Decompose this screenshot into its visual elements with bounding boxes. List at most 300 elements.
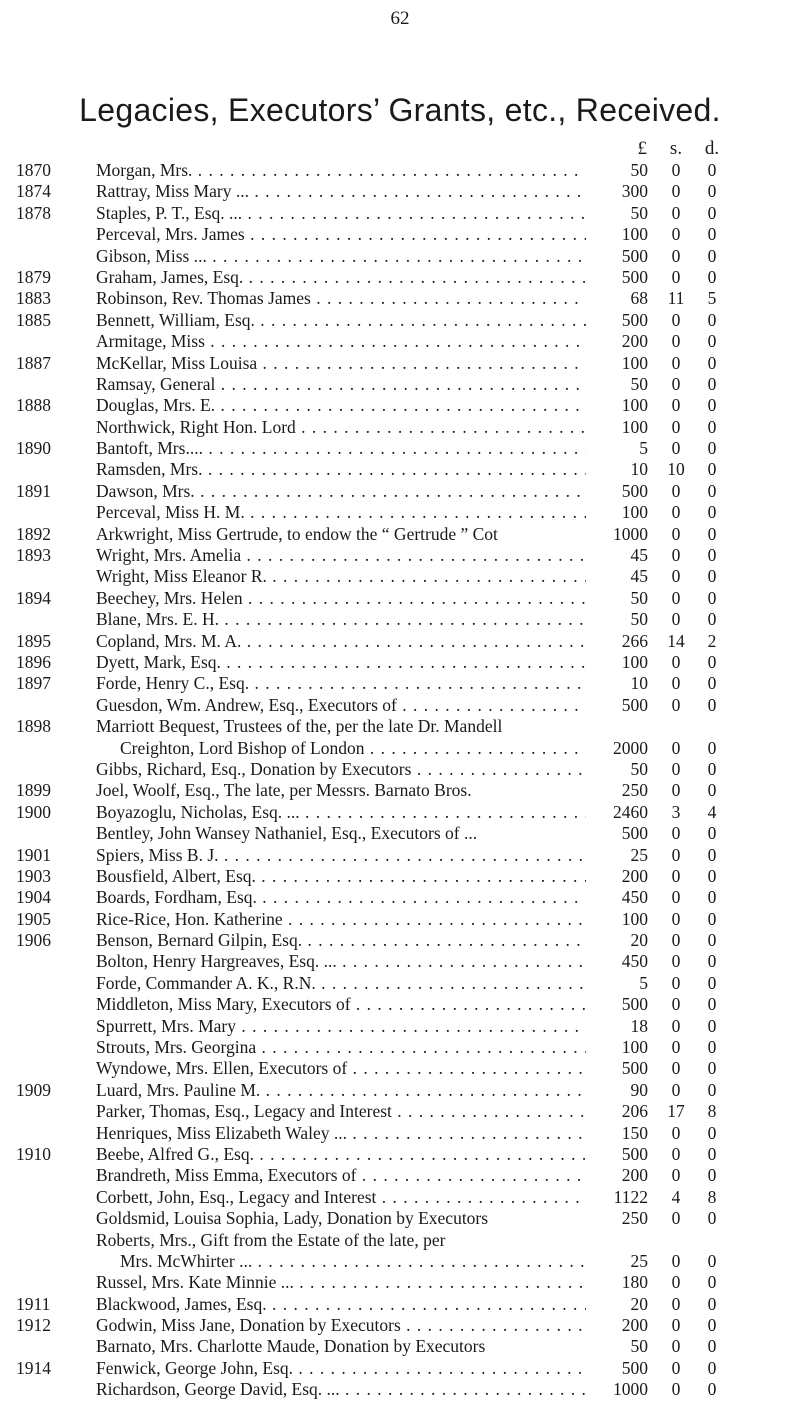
entry-name: Ramsden, Mrs. . . . [96, 459, 616, 480]
entry-pence: 0 [707, 1315, 717, 1336]
entry-shillings: 4 [671, 1186, 681, 1207]
entry-pence: 0 [707, 1250, 717, 1271]
entry-pounds: 266 [586, 631, 648, 652]
entry-shillings: 0 [671, 1315, 681, 1336]
entry-name: Roberts, Mrs., Gift from the Estate of the late, per [96, 1229, 446, 1250]
entry-year: 1914 [16, 1357, 51, 1378]
entry-pounds: 500 [586, 481, 648, 502]
pence-column-header: d. [704, 138, 720, 159]
entry-pounds: 200 [586, 866, 648, 887]
entry-pence: 5 [707, 288, 717, 309]
entry-pounds: 50 [586, 588, 648, 609]
ledger-entry [0, 545, 800, 566]
ledger-entry [0, 288, 800, 309]
entry-pence: 0 [707, 587, 717, 608]
entry-pence: 0 [707, 480, 717, 501]
entry-shillings: 0 [671, 673, 681, 694]
entry-pence: 0 [707, 331, 717, 352]
entry-pence: 0 [707, 502, 717, 523]
entry-shillings: 0 [671, 309, 681, 330]
entry-name: Marriott Bequest, Trustees of the, per the late Dr. Mandell [96, 716, 503, 737]
entry-year: 1899 [16, 780, 51, 801]
entry-shillings: 0 [671, 202, 681, 223]
entry-pence: 8 [707, 1101, 717, 1122]
ledger-entry [0, 203, 800, 224]
entry-name: Copland, Mrs. M. A. . . . [96, 631, 616, 652]
entry-pence: 0 [707, 1293, 717, 1314]
entry-pounds: 1000 [586, 1379, 648, 1400]
entry-shillings: 0 [671, 1037, 681, 1058]
entry-name: Barnato, Mrs. Charlotte Maude, Donation by Executors [96, 1336, 486, 1357]
entry-pence: 0 [707, 1058, 717, 1079]
entry-pence: 0 [707, 266, 717, 287]
entry-pounds: 100 [586, 224, 648, 245]
entry-pounds: 300 [586, 181, 648, 202]
entry-pence: 0 [707, 780, 717, 801]
entry-name: Armitage, Miss . . . [96, 331, 616, 352]
entry-pounds: 5 [586, 438, 648, 459]
entry-pence: 2 [707, 630, 717, 651]
entry-shillings: 0 [671, 951, 681, 972]
entry-year: 1903 [16, 865, 51, 886]
entry-pounds: 100 [586, 417, 648, 438]
entry-name: Dawson, Mrs. . . . [96, 481, 616, 502]
entry-year: 1904 [16, 887, 51, 908]
entry-shillings: 0 [671, 545, 681, 566]
ledger-entry [0, 738, 800, 759]
entry-pence: 0 [707, 309, 717, 330]
entry-year: 1894 [16, 587, 51, 608]
entry-name: Perceval, Miss H. M. . . . [96, 502, 616, 523]
entry-pence: 0 [707, 673, 717, 694]
entry-pence: 4 [707, 801, 717, 822]
entry-name: Beebe, Alfred G., Esq. . . . [96, 1144, 616, 1165]
pounds-column-header: £ [637, 138, 647, 159]
entry-shillings: 0 [671, 416, 681, 437]
entry-name: Boards, Fordham, Esq. . . . [96, 887, 616, 908]
entry-pounds: 2000 [586, 738, 648, 759]
entry-shillings: 0 [671, 758, 681, 779]
entry-name: Gibbs, Richard, Esq., Donation by Executors . . . [96, 759, 616, 780]
entry-pence: 0 [707, 245, 717, 266]
entry-pence: 0 [707, 1037, 717, 1058]
entry-pence: 0 [707, 1122, 717, 1143]
entry-pounds: 90 [586, 1080, 648, 1101]
entry-name: McKellar, Miss Louisa . . . [96, 353, 616, 374]
entry-pence: 0 [707, 181, 717, 202]
ledger-entry [0, 887, 800, 908]
entry-pounds: 500 [586, 1058, 648, 1079]
entry-year: 1879 [16, 266, 51, 287]
entry-pounds: 180 [586, 1272, 648, 1293]
entry-shillings: 0 [671, 587, 681, 608]
page-title: Legacies, Executors’ Grants, etc., Received. [79, 92, 721, 128]
entry-pence: 0 [707, 844, 717, 865]
entry-year: 1912 [16, 1315, 51, 1336]
entry-pounds: 100 [586, 652, 648, 673]
entry-shillings: 0 [671, 245, 681, 266]
entry-year: 1911 [16, 1293, 51, 1314]
entry-shillings: 0 [671, 181, 681, 202]
entry-name: Wright, Miss Eleanor R. . . . [96, 566, 616, 587]
entry-name: Staples, P. T., Esq. ... . . . [96, 203, 616, 224]
entry-name: Forde, Commander A. K., R.N. . . . [96, 973, 616, 994]
entry-name: Morgan, Mrs. . . . [96, 160, 616, 181]
entry-shillings: 0 [671, 823, 681, 844]
entry-pounds: 500 [586, 246, 648, 267]
entry-year: 1870 [16, 160, 51, 180]
entry-pounds: 50 [586, 1336, 648, 1357]
entry-pounds: 500 [586, 1144, 648, 1165]
entry-shillings: 0 [671, 1379, 681, 1400]
entry-shillings: 0 [671, 395, 681, 416]
entry-pounds: 100 [586, 1037, 648, 1058]
entry-pounds: 200 [586, 331, 648, 352]
entry-shillings: 0 [671, 994, 681, 1015]
entry-shillings: 0 [671, 609, 681, 630]
entry-pounds: 10 [586, 459, 648, 480]
ledger-entry [0, 631, 800, 652]
ledger-entry [0, 588, 800, 609]
entry-name: Fenwick, George John, Esq. . . . [96, 1358, 616, 1379]
entry-shillings: 0 [671, 908, 681, 929]
entry-name: Spurrett, Mrs. Mary . . . [96, 1016, 616, 1037]
ledger-entry [0, 331, 800, 352]
entry-name: Corbett, John, Esq., Legacy and Interest . . . [96, 1187, 616, 1208]
entry-pounds: 500 [586, 267, 648, 288]
ledger-entry [0, 695, 800, 716]
ledger-entry [0, 267, 800, 288]
ledger-entry [0, 1123, 800, 1144]
entry-name: Middleton, Miss Mary, Executors of . . . [96, 994, 616, 1015]
entry-pence: 0 [707, 823, 717, 844]
entry-pounds: 100 [586, 502, 648, 523]
entry-pence: 0 [707, 908, 717, 929]
entry-pounds: 1122 [586, 1187, 648, 1208]
ledger-entry [0, 481, 800, 502]
ledger-entry [0, 417, 800, 438]
entry-shillings: 0 [671, 480, 681, 501]
entry-name: Bantoft, Mrs.... . . . [96, 438, 616, 459]
entry-pence: 0 [707, 1165, 717, 1186]
ledger-entry [0, 1144, 800, 1165]
entry-year: 1910 [16, 1143, 51, 1164]
entry-shillings: 0 [671, 1357, 681, 1378]
entry-pence: 0 [707, 160, 717, 180]
ledger-entry [0, 181, 800, 202]
entry-pounds: 20 [586, 930, 648, 951]
entry-pounds: 500 [586, 823, 648, 844]
entry-name: Arkwright, Miss Gertrude, to endow the “ Gertrude ” Cot [96, 523, 498, 544]
entry-year: 1898 [16, 716, 51, 737]
entry-name: Rattray, Miss Mary ... . . . [96, 181, 616, 202]
entry-shillings: 0 [671, 651, 681, 672]
entry-year: 1890 [16, 438, 51, 459]
entry-year: 1909 [16, 1079, 51, 1100]
entry-year: 1878 [16, 202, 51, 223]
ledger-entry [0, 759, 800, 780]
entry-pounds: 68 [586, 288, 648, 309]
ledger-entry [0, 1294, 800, 1315]
entry-pence: 0 [707, 459, 717, 480]
entry-shillings: 10 [667, 459, 685, 480]
entry-shillings: 0 [671, 373, 681, 394]
entry-pounds: 20 [586, 1294, 648, 1315]
entry-name: Ramsay, General . . . [96, 374, 616, 395]
entry-name: Mrs. McWhirter ... . . . [120, 1251, 616, 1272]
entry-year: 1885 [16, 309, 51, 330]
ledger-entry [0, 310, 800, 331]
ledger-entry [0, 1101, 800, 1122]
entry-pounds: 200 [586, 1315, 648, 1336]
ledger-entry [0, 1016, 800, 1037]
entry-year: 1896 [16, 651, 51, 672]
entry-name: Godwin, Miss Jane, Donation by Executors . . . [96, 1315, 616, 1336]
entry-pounds: 25 [586, 845, 648, 866]
entry-name: Perceval, Mrs. James . . . [96, 224, 616, 245]
entry-name: Graham, James, Esq. . . . [96, 267, 616, 288]
entry-name: Goldsmid, Louisa Sophia, Lady, Donation by Executors [96, 1208, 489, 1229]
entry-pence: 0 [707, 758, 717, 779]
entry-shillings: 0 [671, 1079, 681, 1100]
entry-year: 1906 [16, 930, 51, 951]
entry-year: 1887 [16, 352, 51, 373]
ledger-entry [0, 1358, 800, 1379]
entry-pounds: 500 [586, 310, 648, 331]
ledger-entry [0, 1379, 800, 1400]
entry-name: Joel, Woolf, Esq., The late, per Messrs. Barnato Bros. [96, 780, 472, 801]
entry-pounds: 50 [586, 609, 648, 630]
entry-year: 1892 [16, 523, 51, 544]
entry-pounds: 250 [586, 1208, 648, 1229]
ledger-entry [0, 1187, 800, 1208]
entry-pounds: 18 [586, 1016, 648, 1037]
entry-name: Dyett, Mark, Esq. . . . [96, 652, 616, 673]
entry-shillings: 0 [671, 523, 681, 544]
entry-pence: 0 [707, 694, 717, 715]
entry-pence: 0 [707, 416, 717, 437]
entry-pounds: 500 [586, 994, 648, 1015]
entry-pence: 0 [707, 930, 717, 951]
entry-pounds: 50 [586, 759, 648, 780]
entry-pounds: 100 [586, 395, 648, 416]
entry-year: 1895 [16, 630, 51, 651]
entry-pence: 0 [707, 352, 717, 373]
entry-pence: 0 [707, 865, 717, 886]
ledger-entry [0, 353, 800, 374]
entry-pounds: 100 [586, 353, 648, 374]
entry-name: Bentley, John Wansey Nathaniel, Esq., Executors of ... [96, 823, 478, 844]
entry-pence: 0 [707, 1208, 717, 1229]
entry-pounds: 500 [586, 695, 648, 716]
entry-pounds: 45 [586, 566, 648, 587]
ledger-entry [0, 374, 800, 395]
entry-pounds: 10 [586, 673, 648, 694]
entry-shillings: 0 [671, 972, 681, 993]
entry-pence: 0 [707, 202, 717, 223]
shillings-column-header: s. [669, 138, 683, 159]
ledger-entry [0, 716, 800, 737]
entry-shillings: 0 [671, 1250, 681, 1271]
ledger-entry [0, 1230, 800, 1251]
entry-year: 1900 [16, 801, 51, 822]
ledger-entry [0, 802, 800, 823]
ledger-entry [0, 951, 800, 972]
entry-name: Brandreth, Miss Emma, Executors of . . . [96, 1165, 616, 1186]
entry-name: Forde, Henry C., Esq. . . . [96, 673, 616, 694]
ledger-entry [0, 1037, 800, 1058]
entry-name: Bolton, Henry Hargreaves, Esq. ... . . . [96, 951, 616, 972]
entry-pence: 0 [707, 737, 717, 758]
entry-pounds: 450 [586, 887, 648, 908]
ledger-entry [0, 673, 800, 694]
entry-name: Guesdon, Wm. Andrew, Esq., Executors of . . . [96, 695, 616, 716]
ledger-entry [0, 1336, 800, 1357]
ledger-entry [0, 1080, 800, 1101]
entry-pounds: 50 [586, 203, 648, 224]
entry-year: 1897 [16, 673, 51, 694]
entry-pence: 0 [707, 887, 717, 908]
ledger-entry [0, 502, 800, 523]
entry-name: Russel, Mrs. Kate Minnie ... . . . [96, 1272, 616, 1293]
entry-name: Parker, Thomas, Esq., Legacy and Interest . . . [96, 1101, 616, 1122]
entry-shillings: 14 [667, 630, 685, 651]
entry-name: Wyndowe, Mrs. Ellen, Executors of . . . [96, 1058, 616, 1079]
entry-name: Creighton, Lord Bishop of London . . . [120, 738, 616, 759]
entry-pounds: 250 [586, 780, 648, 801]
entry-shillings: 0 [671, 1058, 681, 1079]
entry-pence: 0 [707, 1079, 717, 1100]
ledger-entry [0, 459, 800, 480]
entry-pounds: 2460 [586, 802, 648, 823]
ledger-entry [0, 930, 800, 951]
entry-name: Boyazoglu, Nicholas, Esq. ... . . . [96, 802, 616, 823]
ledger-entry [0, 866, 800, 887]
entry-pence: 0 [707, 373, 717, 394]
entry-shillings: 0 [671, 1143, 681, 1164]
ledger-entry [0, 438, 800, 459]
entry-name: Henriques, Miss Elizabeth Waley ... . . . [96, 1123, 616, 1144]
entry-pounds: 25 [586, 1251, 648, 1272]
entry-shillings: 0 [671, 566, 681, 587]
entry-name: Bousfield, Albert, Esq. . . . [96, 866, 616, 887]
entry-shillings: 11 [667, 288, 685, 309]
entry-shillings: 0 [671, 1208, 681, 1229]
ledger-entry [0, 994, 800, 1015]
entry-pence: 0 [707, 395, 717, 416]
entry-shillings: 17 [667, 1101, 685, 1122]
entry-pounds: 450 [586, 951, 648, 972]
entry-shillings: 0 [671, 844, 681, 865]
entry-shillings: 0 [671, 930, 681, 951]
entry-name: Benson, Bernard Gilpin, Esq. . . . [96, 930, 616, 951]
entry-pence: 8 [707, 1186, 717, 1207]
entry-pounds: 50 [586, 160, 648, 181]
entry-pounds: 1000 [586, 524, 648, 545]
entry-pence: 0 [707, 224, 717, 245]
entry-pence: 0 [707, 1379, 717, 1400]
ledger-entry [0, 224, 800, 245]
entry-name: Bennett, William, Esq. . . . [96, 310, 616, 331]
ledger-entry [0, 160, 800, 181]
entry-year: 1888 [16, 395, 51, 416]
ledger-entry [0, 1058, 800, 1079]
entry-shillings: 0 [671, 352, 681, 373]
entry-name: Strouts, Mrs. Georgina . . . [96, 1037, 616, 1058]
entry-shillings: 0 [671, 865, 681, 886]
entry-year: 1901 [16, 844, 51, 865]
ledger-entry [0, 780, 800, 801]
entry-pence: 0 [707, 651, 717, 672]
ledger-entry [0, 823, 800, 844]
ledger-entry [0, 1208, 800, 1229]
entry-name: Blane, Mrs. E. H. . . . [96, 609, 616, 630]
entry-name: Blackwood, James, Esq. . . . [96, 1294, 616, 1315]
entry-name: Wright, Mrs. Amelia . . . [96, 545, 616, 566]
ledger-entry [0, 652, 800, 673]
entry-shillings: 0 [671, 1336, 681, 1357]
entry-pounds: 100 [586, 909, 648, 930]
entry-pence: 0 [707, 972, 717, 993]
entry-pounds: 5 [586, 973, 648, 994]
ledger-entry [0, 973, 800, 994]
entry-shillings: 0 [671, 502, 681, 523]
entry-shillings: 0 [671, 780, 681, 801]
entry-name: Robinson, Rev. Thomas James . . . [96, 288, 616, 309]
entry-year: 1874 [16, 181, 51, 202]
entry-shillings: 3 [671, 801, 681, 822]
entry-year: 1893 [16, 545, 51, 566]
entry-year: 1883 [16, 288, 51, 309]
ledger-entry [0, 246, 800, 267]
entry-shillings: 0 [671, 1015, 681, 1036]
entry-pounds: 200 [586, 1165, 648, 1186]
entry-pence: 0 [707, 609, 717, 630]
entry-pence: 0 [707, 1015, 717, 1036]
entry-shillings: 0 [671, 1165, 681, 1186]
entry-pence: 0 [707, 1336, 717, 1357]
ledger-entry [0, 845, 800, 866]
entry-pounds: 50 [586, 374, 648, 395]
entry-year: 1891 [16, 480, 51, 501]
entry-pence: 0 [707, 1143, 717, 1164]
ledger-entry [0, 909, 800, 930]
entry-shillings: 0 [671, 1293, 681, 1314]
entry-name: Beechey, Mrs. Helen . . . [96, 588, 616, 609]
entry-shillings: 0 [671, 266, 681, 287]
entry-shillings: 0 [671, 694, 681, 715]
entry-pence: 0 [707, 438, 717, 459]
ledger-entry [0, 1272, 800, 1293]
entry-name: Spiers, Miss B. J. . . . [96, 845, 616, 866]
entry-name: Richardson, George David, Esq. ... . . . [96, 1379, 616, 1400]
entry-pounds: 206 [586, 1101, 648, 1122]
entry-name: Rice-Rice, Hon. Katherine . . . [96, 909, 616, 930]
ledger-entry [0, 609, 800, 630]
ledger-entry [0, 1165, 800, 1186]
ledger-entry [0, 1315, 800, 1336]
entry-year: 1905 [16, 908, 51, 929]
ledger-entry [0, 395, 800, 416]
entry-pounds: 150 [586, 1123, 648, 1144]
entry-name: Gibson, Miss ... . . . [96, 246, 616, 267]
entry-shillings: 0 [671, 160, 681, 180]
entry-shillings: 0 [671, 737, 681, 758]
entry-pence: 0 [707, 951, 717, 972]
ledger-entry [0, 566, 800, 587]
entry-pence: 0 [707, 1357, 717, 1378]
legacies-ledger [0, 160, 800, 1401]
